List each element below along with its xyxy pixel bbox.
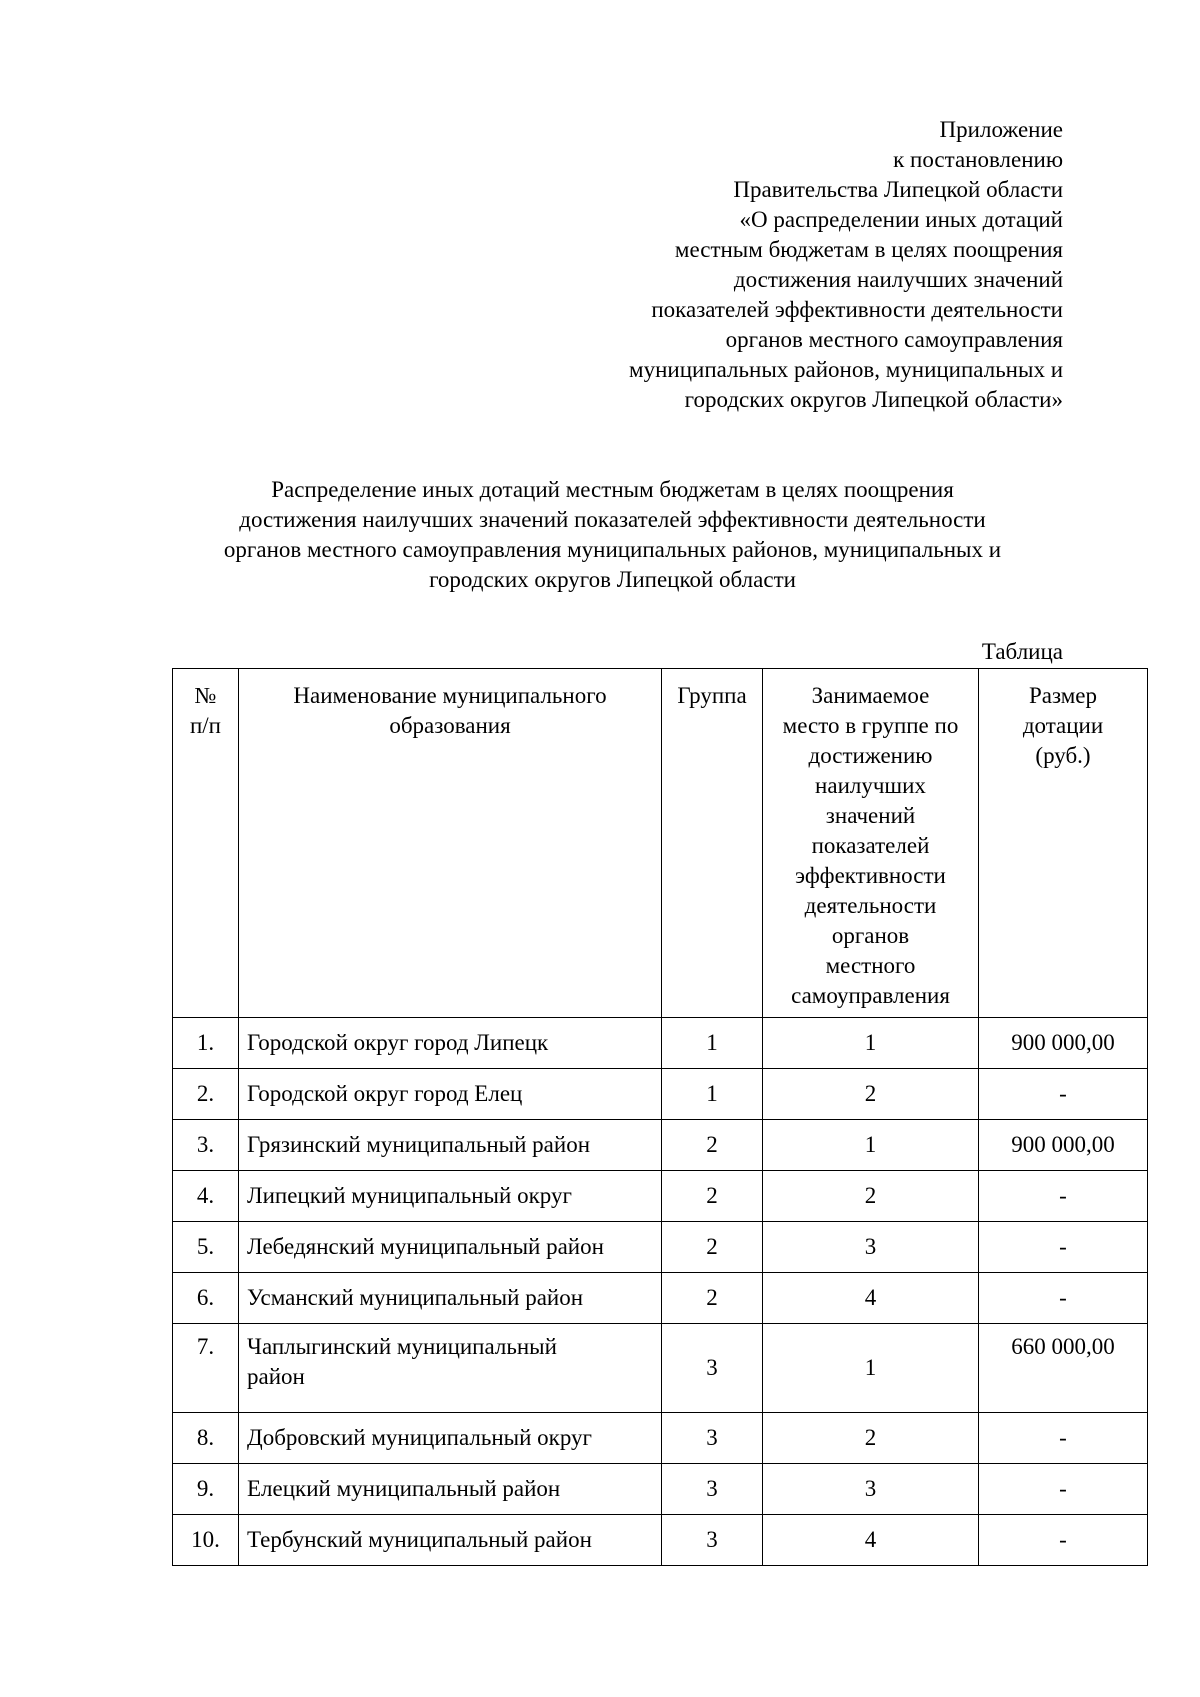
header-rank: Занимаемое место в группе по достижению наилучших значений показателей эффективности деятельности органов местного самоуправления — [763, 669, 979, 1018]
cell-number: 10. — [173, 1515, 239, 1566]
appendix-line: к постановлению — [893, 147, 1063, 172]
table-row — [173, 1069, 1148, 1120]
appendix-line: Правительства Липецкой области — [733, 177, 1063, 202]
cell-number: 7. — [173, 1324, 239, 1413]
cell-group: 2 — [662, 1120, 763, 1171]
table-row — [173, 1018, 1148, 1069]
table-row — [173, 1120, 1148, 1171]
appendix-line: муниципальных районов, муниципальных и — [629, 357, 1063, 382]
header-amount: Размер дотации (руб.) — [979, 669, 1148, 1018]
cell-number: 9. — [173, 1464, 239, 1515]
appendix-line: «О распределении иных дотаций — [739, 207, 1063, 232]
cell-group: 3 — [662, 1324, 763, 1413]
cell-amount: - — [979, 1171, 1148, 1222]
appendix-line: органов местного самоуправления — [725, 327, 1063, 352]
appendix-line: городских округов Липецкой области» — [684, 387, 1063, 412]
cell-amount: 900 000,00 — [979, 1120, 1148, 1171]
table-row — [173, 1171, 1148, 1222]
table-row — [173, 1222, 1148, 1273]
cell-rank: 2 — [763, 1171, 979, 1222]
cell-group: 3 — [662, 1413, 763, 1464]
cell-number: 5. — [173, 1222, 239, 1273]
cell-number: 6. — [173, 1273, 239, 1324]
title-line: Распределение иных дотаций местным бюджетам в целях поощрения — [271, 477, 954, 502]
title-line: достижения наилучших значений показателей эффективности деятельности — [239, 507, 986, 532]
cell-name: Грязинский муниципальный район — [239, 1120, 662, 1171]
cell-number: 3. — [173, 1120, 239, 1171]
cell-name: Лебедянский муниципальный район — [239, 1222, 662, 1273]
cell-name: Городской округ город Липецк — [239, 1018, 662, 1069]
cell-group: 1 — [662, 1018, 763, 1069]
header-name: Наименование муниципального образования — [239, 669, 662, 1018]
cell-name: Елецкий муниципальный район — [239, 1464, 662, 1515]
appendix-line: Приложение — [939, 117, 1063, 142]
cell-rank: 1 — [763, 1018, 979, 1069]
cell-name: Чаплыгинский муниципальный район — [239, 1324, 662, 1413]
appendix-line: достижения наилучших значений — [733, 267, 1063, 292]
table-row — [173, 1464, 1148, 1515]
cell-group: 2 — [662, 1222, 763, 1273]
table-row — [173, 1515, 1148, 1566]
cell-group: 2 — [662, 1171, 763, 1222]
document-title — [140, 475, 1085, 595]
appendix-line: показателей эффективности деятельности — [651, 297, 1063, 322]
cell-amount: - — [979, 1222, 1148, 1273]
appendix-heading — [443, 115, 1063, 415]
cell-name: Городской округ город Елец — [239, 1069, 662, 1120]
cell-amount: - — [979, 1515, 1148, 1566]
cell-number: 4. — [173, 1171, 239, 1222]
cell-group: 2 — [662, 1273, 763, 1324]
cell-name: Усманский муниципальный район — [239, 1273, 662, 1324]
cell-rank: 4 — [763, 1515, 979, 1566]
cell-rank: 2 — [763, 1413, 979, 1464]
cell-rank: 1 — [763, 1120, 979, 1171]
cell-name: Тербунский муниципальный район — [239, 1515, 662, 1566]
table-caption: Таблица — [981, 639, 1063, 664]
header-group: Группа — [662, 669, 763, 1018]
appendix-line: местным бюджетам в целях поощрения — [674, 237, 1063, 262]
cell-amount: - — [979, 1069, 1148, 1120]
cell-rank: 4 — [763, 1273, 979, 1324]
table-row — [173, 1273, 1148, 1324]
cell-number: 1. — [173, 1018, 239, 1069]
cell-group: 1 — [662, 1069, 763, 1120]
title-line: городских округов Липецкой области — [429, 567, 796, 592]
cell-number: 8. — [173, 1413, 239, 1464]
cell-amount: - — [979, 1413, 1148, 1464]
cell-amount: - — [979, 1464, 1148, 1515]
table-header-row — [173, 669, 1148, 1018]
cell-rank: 3 — [763, 1464, 979, 1515]
cell-name: Липецкий муниципальный округ — [239, 1171, 662, 1222]
table-row — [173, 1413, 1148, 1464]
cell-amount: 900 000,00 — [979, 1018, 1148, 1069]
cell-amount: - — [979, 1273, 1148, 1324]
cell-rank: 1 — [763, 1324, 979, 1413]
distribution-table — [172, 668, 1148, 1566]
table-row — [173, 1324, 1148, 1413]
cell-group: 3 — [662, 1464, 763, 1515]
cell-rank: 3 — [763, 1222, 979, 1273]
cell-amount: 660 000,00 — [979, 1324, 1148, 1413]
cell-name: Добровский муниципальный округ — [239, 1413, 662, 1464]
title-line: органов местного самоуправления муниципальных районов, муниципальных и — [223, 537, 1002, 562]
cell-number: 2. — [173, 1069, 239, 1120]
header-number: № п/п — [173, 669, 239, 1018]
cell-rank: 2 — [763, 1069, 979, 1120]
cell-group: 3 — [662, 1515, 763, 1566]
